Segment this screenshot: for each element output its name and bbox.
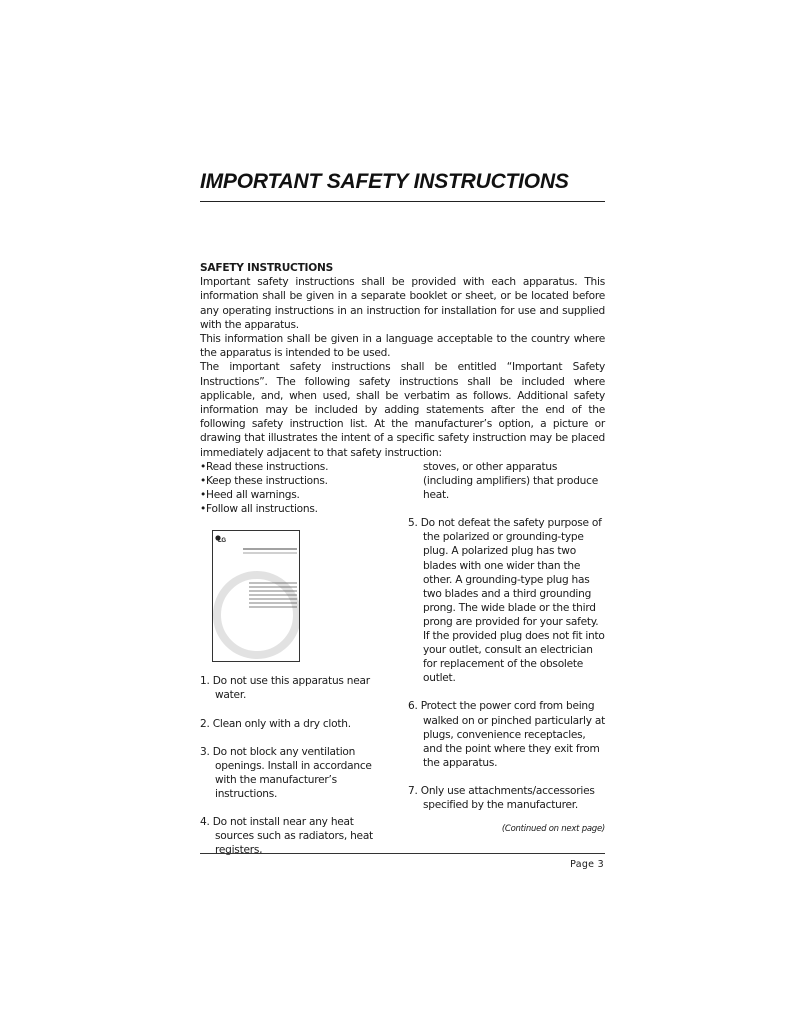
list-item: 6. Protect the power cord from being walked on or pinched particularly at plugs, convenience receptacles, and the point where they exit from the apparatus. xyxy=(408,700,605,769)
lg-logo: LG xyxy=(218,538,226,545)
instruction-booklet-illustration xyxy=(212,530,300,662)
intro-paragraph-3: The important safety instructions shall be entitled “Important Safety Instructions”. The following safety instructions shall be included where applicable, and, when used, shall be verbatim as follows. Additional safety information may be included by adding statements after the end of the following safety instruction list. At the manufacturer’s option, a picture or drawing that illustrates the intent of a specific safety instruction may be placed immediately adjacent to that safety instruction: xyxy=(200,361,605,459)
title-divider xyxy=(200,201,605,202)
intro-paragraph-2: This information shall be given in a language acceptable to the country where the apparatus is intended to be used. xyxy=(200,333,605,360)
numbered-list-left xyxy=(200,674,395,857)
list-item: 1. Do not use this apparatus near water. xyxy=(200,675,370,702)
list-item: 2. Clean only with a dry cloth. xyxy=(200,717,351,730)
bullet-item: • Heed all warnings. xyxy=(200,488,395,502)
list-item: 3. Do not block any ventilation openings. Install in accordance with the manufacturer’s instructions. xyxy=(200,745,372,800)
bullet-item: • Keep these instructions. xyxy=(200,474,395,488)
list-item: 4. Do not install near any heat sources such as radiators, heat registers, xyxy=(200,816,373,857)
intro-section xyxy=(200,261,605,460)
bullet-item: • Follow all instructions. xyxy=(200,502,395,516)
left-column xyxy=(200,460,395,871)
intro-paragraph-1: Important safety instructions shall be provided with each apparatus. This information shall be given in a separate booklet or sheet, or be located before any operating instructions in an instruction for installation for use and supplied with the apparatus. xyxy=(200,276,605,331)
booklet-drawing xyxy=(213,531,299,661)
right-column xyxy=(408,460,605,836)
list-item: 7. Only use attachments/accessories specified by the manufacturer. xyxy=(408,784,595,811)
section-heading: SAFETY INSTRUCTIONS xyxy=(200,262,334,274)
page-number: Page 3 xyxy=(570,859,604,870)
list-item: 5. Do not defeat the safety purpose of the polarized or grounding-type plug. A polarized plug has two blades with one wider than the other. A grounding-type plug has two blades and a third grounding prong. The wide blade or the third prong are provided for your safety. If the provided plug does not fit into your outlet, consult an electrician for replacement of the obsolete outlet. xyxy=(408,517,605,685)
bullet-item: • Read these instructions. xyxy=(200,460,395,474)
continued-note: (Continued on next page) xyxy=(501,824,605,835)
page-title: IMPORTANT SAFETY INSTRUCTIONS xyxy=(200,170,569,193)
bullet-list xyxy=(200,460,395,516)
footer-divider xyxy=(200,853,605,854)
numbered-list-right xyxy=(408,516,605,812)
list-item-continuation: stoves, or other apparatus (including amplifiers) that produce heat. xyxy=(423,461,598,502)
